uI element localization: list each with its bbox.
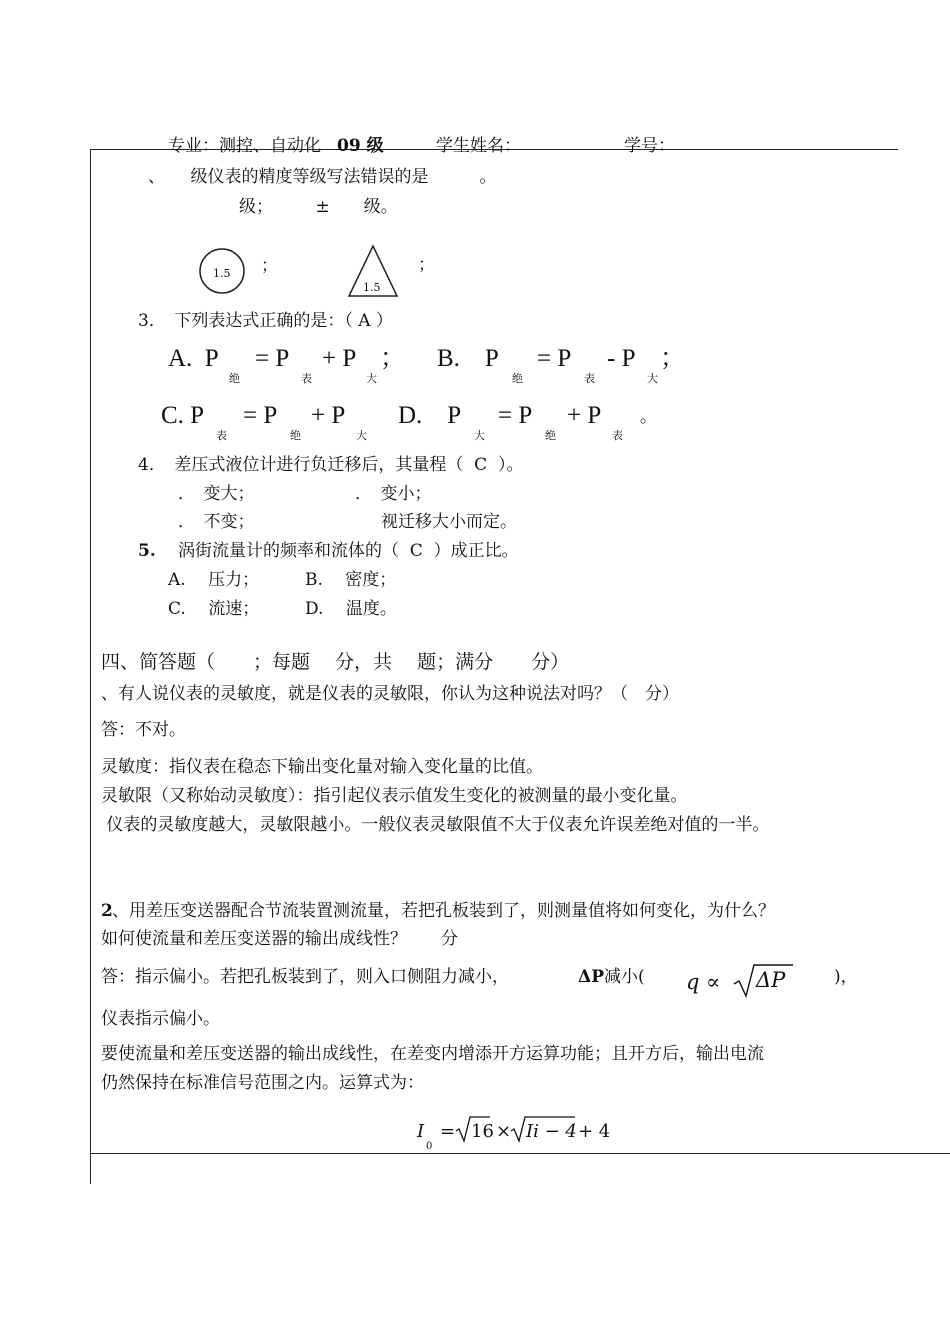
header-grade: 09 级 [337,136,384,156]
sec4-b1-end: )， [834,967,858,987]
q5-opt-a: A. 压力； [168,570,260,590]
sec4-b1-q: q [686,970,700,994]
q3-a-sub1: 绝 [229,372,240,385]
q3-option-a: A. P [168,345,219,372]
q5-opt-d: D. 温度。 [305,599,397,619]
formula-inner: Ii − 4 [526,1121,577,1142]
q3-b-eq: = P [537,345,572,372]
q4-text: 4． 差压式液位计进行负迁移后，其量程（ C ）。 [138,455,524,475]
q3-c-sub2: 绝 [290,429,301,442]
sec4-q2-line1: 、用差压变送器配合节流装置测流量，若把孔板装到了，则测量值将如何变化，为什么？ [112,901,775,921]
q3-a-sub2: 表 [301,372,312,385]
formula-16: 16 [471,1121,494,1142]
sec4-a4: 仪表的灵敏度越大，灵敏限越小。一般仪表灵敏限值不大于仪表允许误差绝对值的一半。 [101,815,770,835]
sec4-a3: 灵敏限（又称始动灵敏度）：指引起仪表示值发生变化的被测量的最小变化量。 [101,786,688,806]
q2-sep2: ； [418,255,435,275]
q3-a-plus: + P [322,345,357,372]
triangle-label: 1.5 [363,281,381,294]
q3-c-eq: = P [243,402,278,429]
table-bottom-border [90,1153,950,1154]
q4-opt-b: ． 变小； [355,484,432,504]
header-student-id: 学号： [624,136,675,156]
sec4-q1: 、有人说仪表的灵敏度，就是仪表的灵敏限，你认为这种说法对吗？（ 分） [101,684,679,704]
q2-options: 级； ± 级。 [239,197,398,217]
sec4-b1-mid: 减小( [604,967,645,987]
formula-eq: = [440,1121,456,1142]
q3-a-sub3: 大 [366,372,377,385]
q3-d-sub1: 大 [474,429,485,442]
q3-d-plus: + P [567,402,602,429]
q3-d-eq: = P [498,402,533,429]
q3-b-end: ； [660,345,686,372]
q4-opt-c: ． 不变； [178,512,255,532]
q3-d-end: 。 [640,407,657,427]
q2-text: 、 级仪表的精度等级写法错误的是 。 [148,167,497,187]
sec4-a1: 答：不对。 [101,720,186,740]
q3-b-minus: - P [607,345,636,372]
q3-option-d: D. P [398,402,462,429]
table-left-border [90,149,91,1184]
formula-i0: I [417,1121,425,1142]
sec4-b3: 要使流量和差压变送器的输出成线性，在差变内增添开方运算功能；且开方后，输出电流 [101,1044,764,1064]
q5-number: 5. [138,541,156,561]
q3-c-plus: + P [311,402,346,429]
header-major: 专业：测控、自动化 [168,136,321,156]
sec4-b1-sqrt-arg: ΔP [756,968,786,992]
sec4-b4: 仍然保持在标准信号范围之内。运算式为： [101,1073,424,1093]
q5-opt-b: B. 密度； [305,570,397,590]
circle-label: 1.5 [213,267,231,280]
q3-a-end: ； [380,345,406,372]
q3-c-sub3: 大 [356,429,367,442]
q3-option-b: B. P [437,345,499,372]
q3-text: 3． 下列表达式正确的是：（ A ） [138,311,393,331]
q2-sep1: ； [261,256,278,276]
sec4-q2-line2: 如何使流量和差压变送器的输出成线性？ 分 [101,929,458,949]
sec4-b1: 答：指示偏小。若把孔板装到了，则入口侧阻力减小， [101,967,509,987]
q5-opt-c: C. 流速； [168,599,260,619]
sec4-q2-number: 2 [101,901,113,921]
section4-title: 四、简答题（ ；每题 分，共 题；满分 分） [101,651,570,673]
sec4-a2: 灵敏度：指仪表在稳态下输出变化量对输入变化量的比值。 [101,757,543,777]
q3-option-c: C. P [161,402,205,429]
q3-d-sub2: 绝 [545,429,556,442]
q5-text: 涡街流量计的频率和流体的（ C ）成正比。 [178,541,519,561]
q3-b-sub3: 大 [647,372,658,385]
formula-tail: + 4 [578,1121,611,1142]
q3-a-eq: = P [255,345,290,372]
formula-i0-sub: 0 [426,1141,433,1152]
header-student-name: 学生姓名： [436,136,521,156]
sec4-b1-dp: ΔP [578,967,604,987]
q4-opt-d: 视迁移大小而定。 [381,512,517,532]
sec4-b2: 仪表指示偏小。 [101,1009,220,1029]
q3-b-sub2: 表 [584,372,595,385]
formula-times: × [496,1121,512,1142]
sec4-b1-prop: ∝ [706,970,721,994]
q3-b-sub1: 绝 [512,372,523,385]
q3-c-sub1: 表 [216,429,227,442]
q3-d-sub3: 表 [612,429,623,442]
q4-opt-a: ． 变大； [178,484,255,504]
